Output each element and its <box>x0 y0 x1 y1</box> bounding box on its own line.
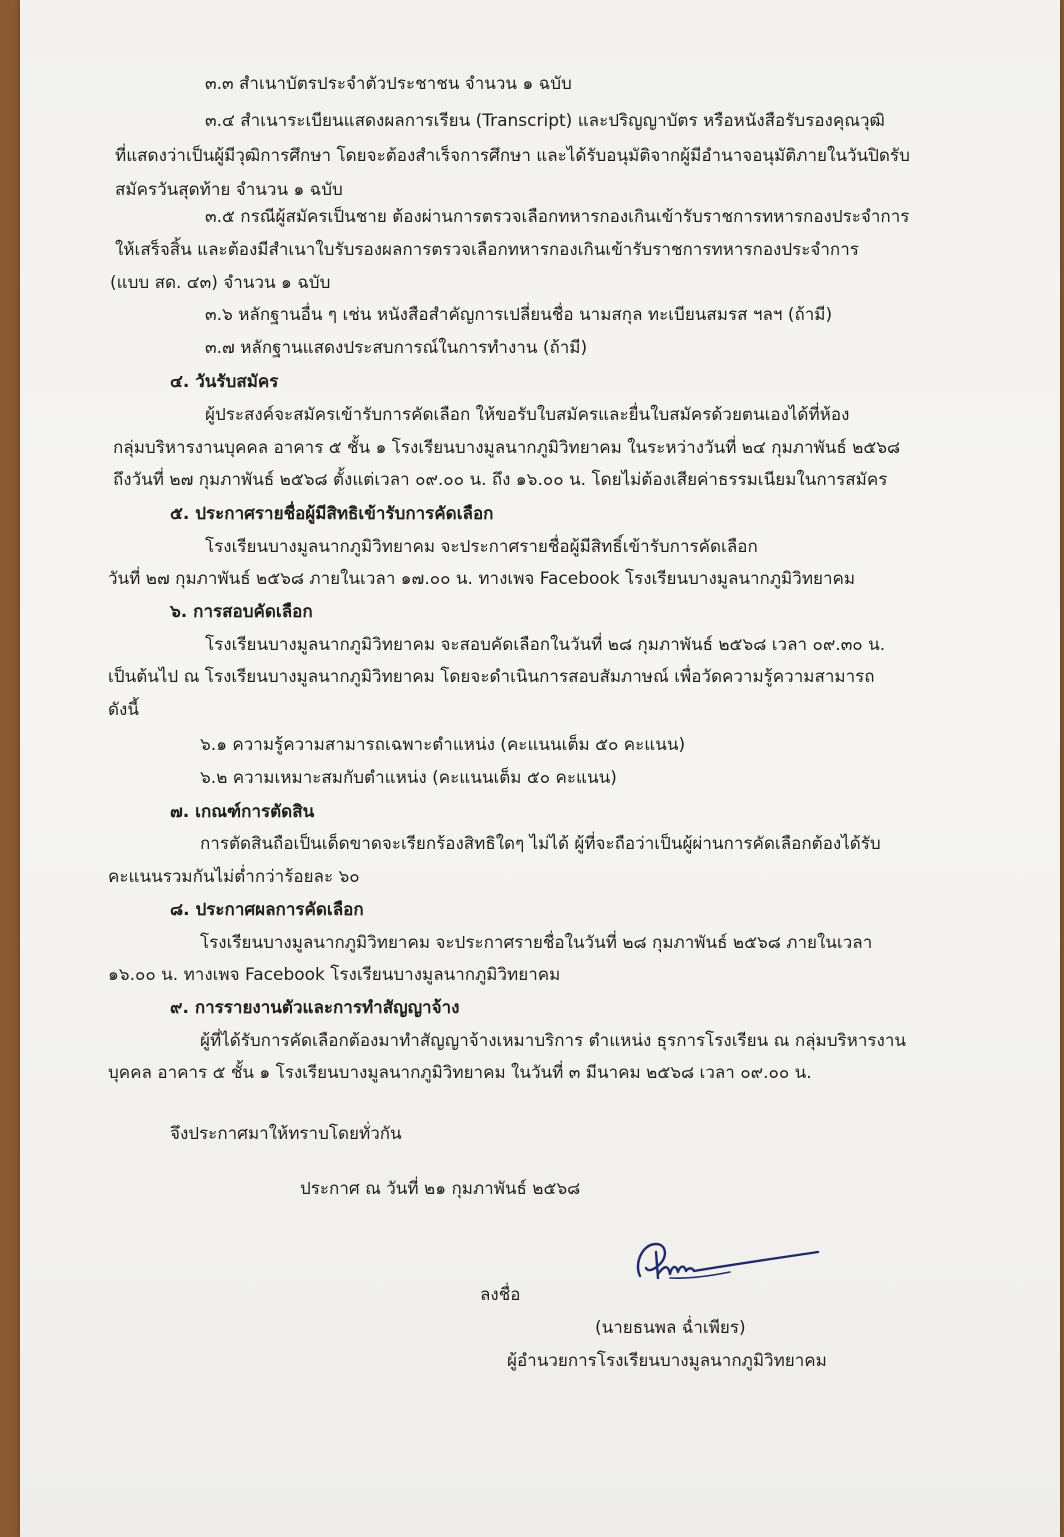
section-8-line-1: โรงเรียนบางมูลนากภูมิวิทยาคม จะประกาศรายชื่อในวันที่ ๒๘ กุมภาพันธ์ ๒๕๖๘ ภายในเวลา <box>200 933 873 953</box>
document-page <box>20 0 1060 1537</box>
item-3-5-line-1: ๓.๕ กรณีผู้สมัครเป็นชาย ต้องผ่านการตรวจเลือกทหารกองเกินเข้ารับราชการทหารกองประจำการ <box>205 207 910 227</box>
section-7-heading: ๗. เกณฑ์การตัดสิน <box>170 802 315 822</box>
section-6-heading: ๖. การสอบคัดเลือก <box>170 602 313 622</box>
section-7-line-1: การตัดสินถือเป็นเด็ดขาดจะเรียกร้องสิทธิใดๆ ไม่ได้ ผู้ที่จะถือว่าเป็นผู้ผ่านการคัดเลือกต้องได้รับ <box>200 834 881 854</box>
section-6-sub-1: ๖.๑ ความรู้ความสามารถเฉพาะตำแหน่ง (คะแนนเต็ม ๕๐ คะแนน) <box>200 735 686 755</box>
item-3-7: ๓.๗ หลักฐานแสดงประสบการณ์ในการทำงาน (ถ้ามี) <box>205 338 588 358</box>
section-6-line-1: โรงเรียนบางมูลนากภูมิวิทยาคม จะสอบคัดเลือกในวันที่ ๒๘ กุมภาพันธ์ ๒๕๖๘ เวลา ๐๙.๓๐ น. <box>205 635 886 655</box>
section-4-heading: ๔. วันรับสมัคร <box>170 372 279 392</box>
section-9-line-1: ผู้ที่ได้รับการคัดเลือกต้องมาทำสัญญาจ้างเหมาบริการ ตำแหน่ง ธุรการโรงเรียน ณ กลุ่มบริหารงาน <box>200 1031 907 1051</box>
section-4-line-1: ผู้ประสงค์จะสมัครเข้ารับการคัดเลือก ให้ขอรับใบสมัครและยื่นใบสมัครด้วยตนเองได้ที่ห้อง <box>205 405 850 425</box>
section-9-heading: ๙. การรายงานตัวและการทำสัญญาจ้าง <box>170 998 460 1018</box>
item-3-4-line-1: ๓.๔ สำเนาระเบียนแสดงผลการเรียน (Transcript) และปริญญาบัตร หรือหนังสือรับรองคุณวุฒิ <box>205 111 885 131</box>
item-3-3: ๓.๓ สำเนาบัตรประจำตัวประชาชน จำนวน ๑ ฉบับ <box>205 74 572 94</box>
section-9-line-2: บุคคล อาคาร ๕ ชั้น ๑ โรงเรียนบางมูลนากภูมิวิทยาคม ในวันที่ ๓ มีนาคม ๒๕๖๘ เวลา ๐๙.๐๐ น. <box>108 1063 812 1083</box>
section-7-line-2: คะแนนรวมกันไม่ต่ำกว่าร้อยละ ๖๐ <box>108 867 360 887</box>
item-3-4-line-3: สมัครวันสุดท้าย จำนวน ๑ ฉบับ <box>115 180 343 200</box>
announcement-date: ประกาศ ณ วันที่ ๒๑ กุมภาพันธ์ ๒๕๖๘ <box>300 1179 581 1199</box>
section-6-line-3: ดังนี้ <box>108 700 139 720</box>
section-6-line-2: เป็นต้นไป ณ โรงเรียนบางมูลนากภูมิวิทยาคม โดยจะดำเนินการสอบสัมภาษณ์ เพื่อวัดความรู้ความสามารถ <box>108 667 875 687</box>
section-5-line-2: วันที่ ๒๗ กุมภาพันธ์ ๒๕๖๘ ภายในเวลา ๑๗.๐๐ น. ทางเพจ Facebook โรงเรียนบางมูลนากภูมิวิทยาคม <box>108 569 856 589</box>
item-3-5-line-3: (แบบ สด. ๔๓) จำนวน ๑ ฉบับ <box>110 273 331 293</box>
item-3-6: ๓.๖ หลักฐานอื่น ๆ เช่น หนังสือสำคัญการเปลี่ยนชื่อ นามสกุล ทะเบียนสมรส ฯลฯ (ถ้ามี) <box>205 305 833 325</box>
signature-label: ลงชื่อ <box>480 1285 521 1305</box>
signatory-position: ผู้อำนวยการโรงเรียนบางมูลนากภูมิวิทยาคม <box>507 1351 827 1371</box>
section-8-heading: ๘. ประกาศผลการคัดเลือก <box>170 900 364 920</box>
section-5-heading: ๕. ประกาศรายชื่อผู้มีสิทธิเข้ารับการคัดเลือก <box>170 504 494 524</box>
closing-statement: จึงประกาศมาให้ทราบโดยทั่วกัน <box>170 1124 402 1144</box>
section-5-line-1: โรงเรียนบางมูลนากภูมิวิทยาคม จะประกาศรายชื่อผู้มีสิทธิ์เข้ารับการคัดเลือก <box>205 537 758 557</box>
section-4-line-3: ถึงวันที่ ๒๗ กุมภาพันธ์ ๒๕๖๘ ตั้งแต่เวลา ๐๙.๐๐ น. ถึง ๑๖.๐๐ น. โดยไม่ต้องเสียค่าธรรมเนียมในการสมัคร <box>113 470 888 490</box>
signatory-name: (นายธนพล ฉ่ำเพียร) <box>595 1318 746 1338</box>
section-4-line-2: กลุ่มบริหารงานบุคคล อาคาร ๕ ชั้น ๑ โรงเรียนบางมูลนากภูมิวิทยาคม ในระหว่างวันที่ ๒๔ กุมภาพันธ์ ๒๕๖๘ <box>113 438 901 458</box>
section-6-sub-2: ๖.๒ ความเหมาะสมกับตำแหน่ง (คะแนนเต็ม ๕๐ คะแนน) <box>200 768 617 788</box>
item-3-5-line-2: ให้เสร็จสิ้น และต้องมีสำเนาใบรับรองผลการตรวจเลือกทหารกองเกินเข้ารับราชการทหารกองประจำการ <box>115 240 859 260</box>
item-3-4-line-2: ที่แสดงว่าเป็นผู้มีวุฒิการศึกษา โดยจะต้องสำเร็จการศึกษา และได้รับอนุมัติจากผู้มีอำนาจอนุมัติภายในวันปิดรับ <box>115 146 910 166</box>
section-8-line-2: ๑๖.๐๐ น. ทางเพจ Facebook โรงเรียนบางมูลนากภูมิวิทยาคม <box>108 965 561 985</box>
handwritten-signature <box>630 1238 830 1288</box>
